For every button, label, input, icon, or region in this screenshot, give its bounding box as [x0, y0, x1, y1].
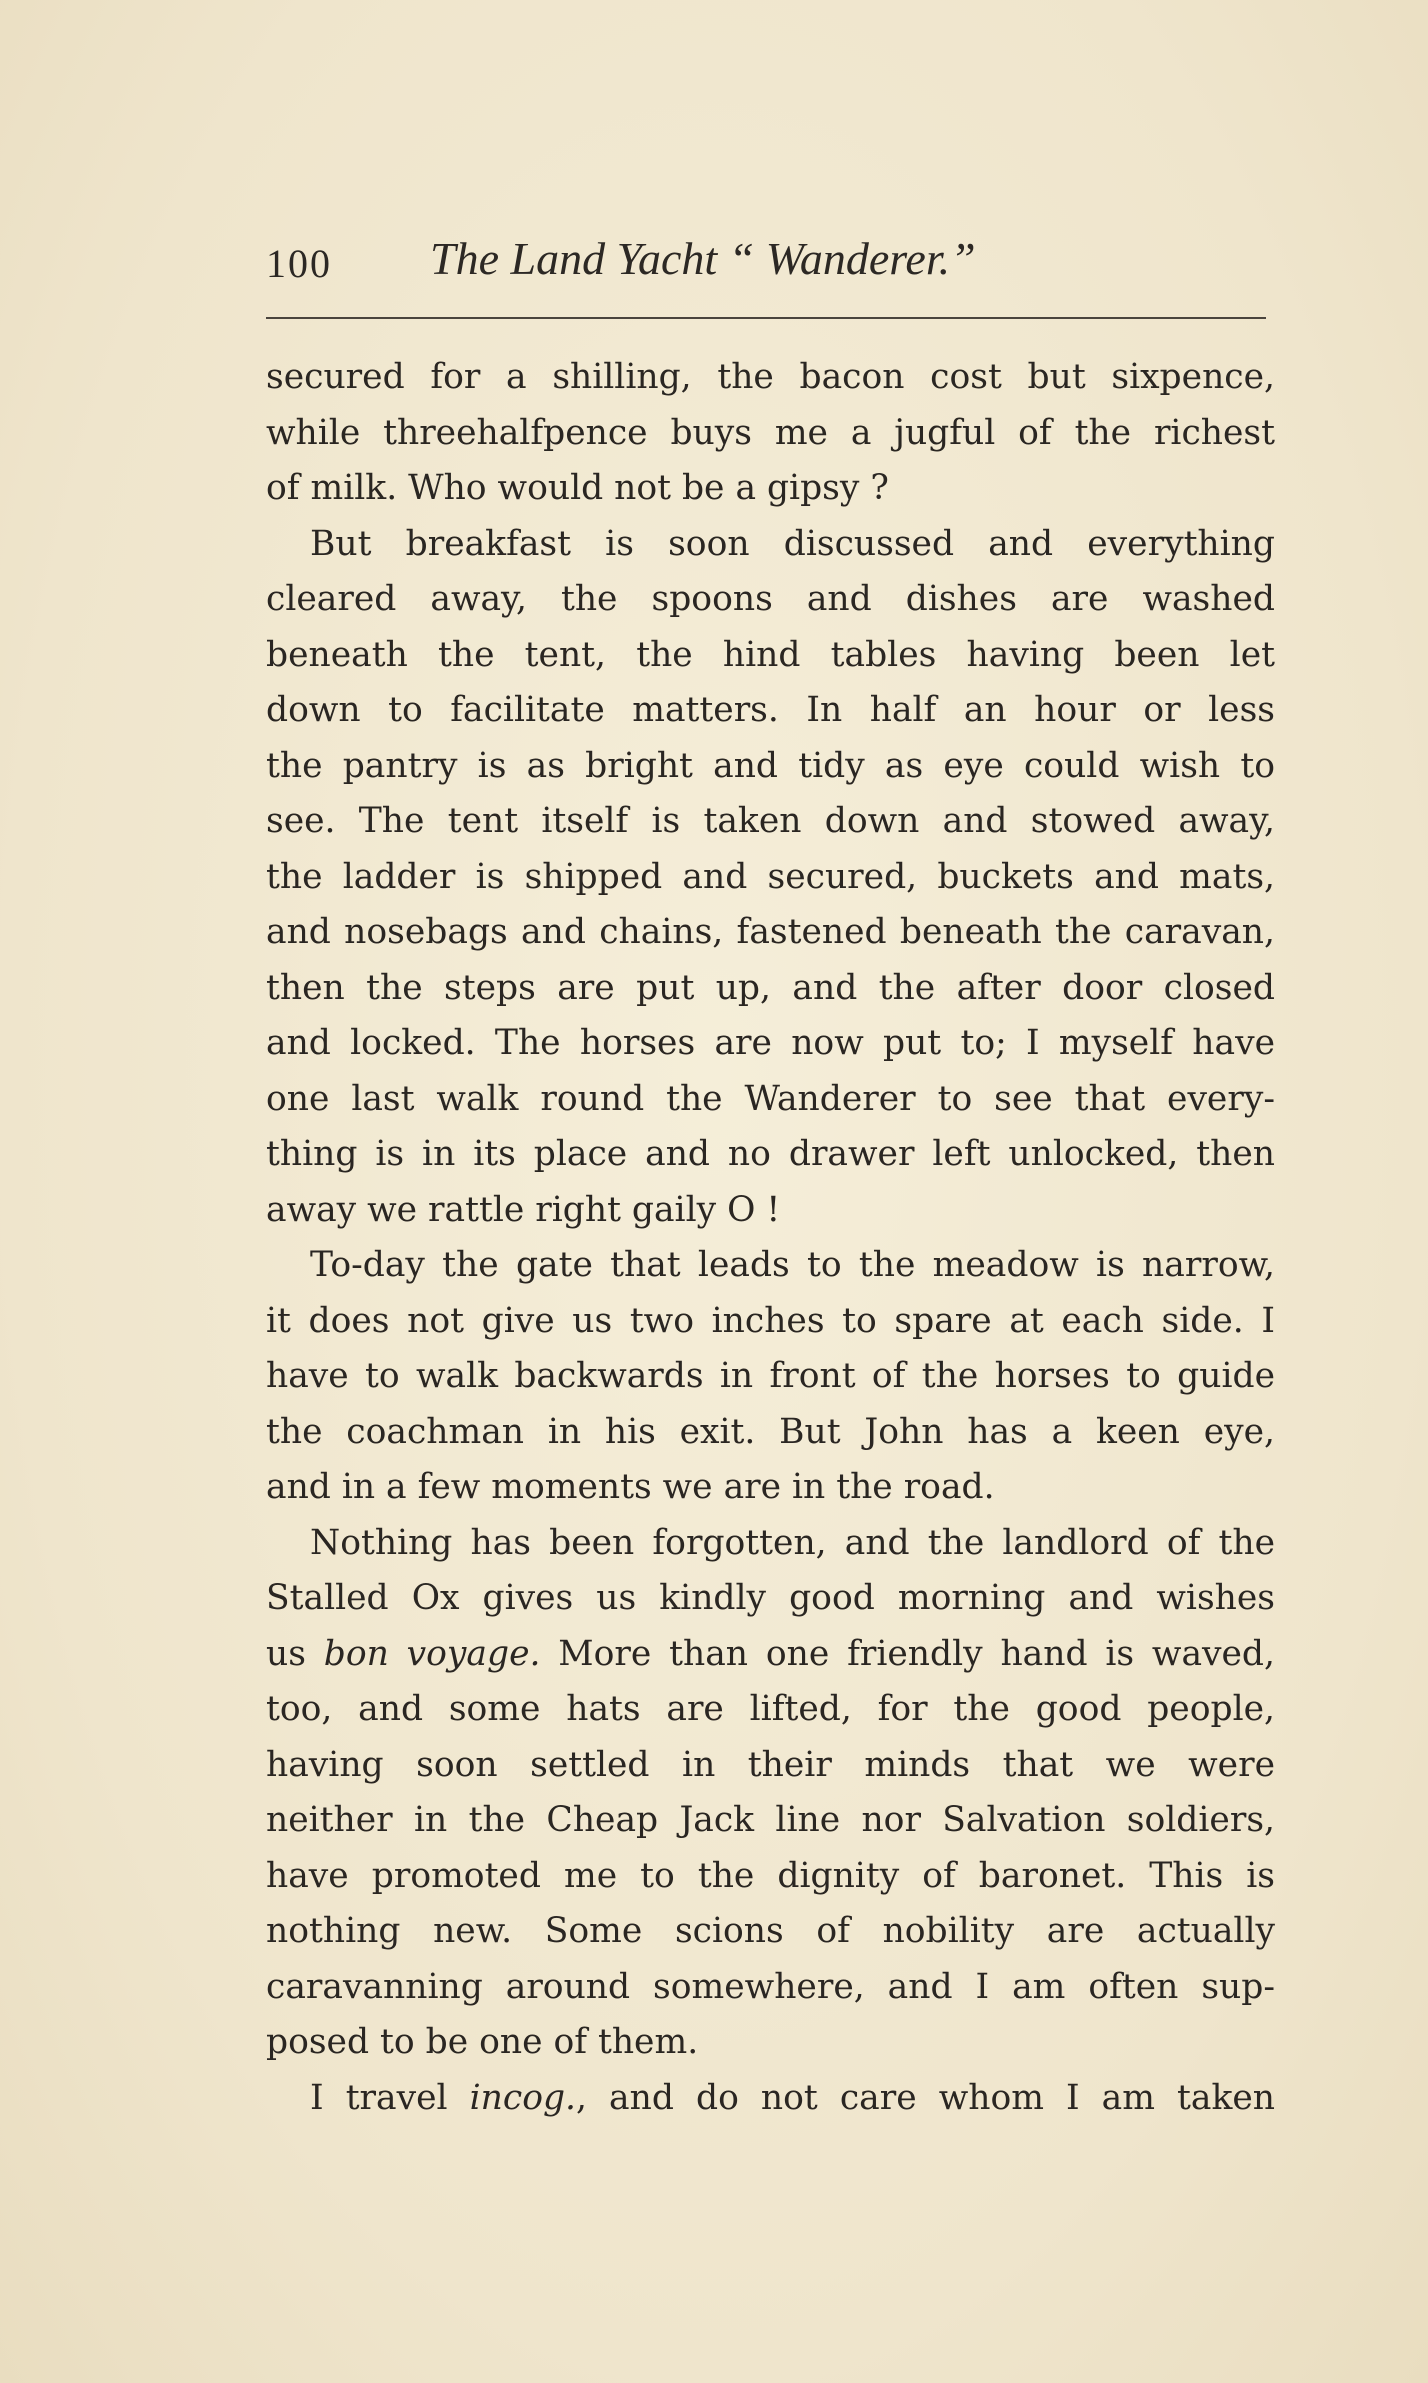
text-line: away we rattle right gaily O !: [266, 1189, 781, 1230]
text-line: thing is in its place and no drawer left unlocked, then: [266, 1134, 1275, 1174]
text-line: secured for a shilling, the bacon cost but sixpence,: [266, 357, 1275, 397]
text-line: the coachman in his exit. But John has a keen eye,: [266, 1411, 1275, 1452]
text-line: [266, 2071, 1275, 2127]
italic-run: bon voyage.: [323, 1633, 541, 1674]
text-line: neither in the Cheap Jack line nor Salvation soldiers,: [266, 1800, 1275, 1840]
text-line: and in a few moments we are in the road.: [266, 1467, 995, 1507]
text-line: have to walk backwards in front of the horses to guide: [266, 1356, 1275, 1396]
text-line: having soon settled in their minds that we were: [266, 1744, 1275, 1785]
text-line: see. The tent itself is taken down and stowed away,: [266, 801, 1275, 841]
body-text: [266, 350, 1275, 2126]
text-line: the ladder is shipped and secured, buckets and mats,: [266, 856, 1275, 897]
header-rule: [266, 317, 1266, 319]
running-title: The Land Yacht “ Wanderer.”: [430, 233, 976, 284]
text-line: But breakfast is soon discussed and everything: [310, 523, 1275, 564]
text-line: Nothing has been forgotten, and the landlord of the: [310, 1522, 1275, 1563]
text-line: have promoted me to the dignity of baronet. This is: [266, 1855, 1275, 1896]
text-run: us: [266, 1633, 324, 1674]
text-run: I travel: [310, 2077, 470, 2118]
text-line: Stalled Ox gives us kindly good morning and wishes: [266, 1578, 1275, 1618]
text-line: posed to be one of them.: [266, 2022, 699, 2062]
text-line: it does not give us two inches to spare at each side. I: [266, 1300, 1275, 1341]
page-number: 100: [266, 241, 332, 286]
text-run: More than one friendly hand is waved,: [540, 1633, 1275, 1674]
text-line: cleared away, the spoons and dishes are washed: [266, 579, 1275, 619]
text-line: caravanning around somewhere, and I am often sup-: [266, 1966, 1275, 2007]
text-run: , and do not care whom I am taken: [576, 2077, 1275, 2118]
text-line: down to facilitate matters. In half an hour or less: [266, 690, 1275, 730]
text-line: then the steps are put up, and the after door closed: [266, 967, 1275, 1008]
running-header: [266, 232, 1266, 292]
text-line: too, and some hats are lifted, for the good people,: [266, 1689, 1275, 1729]
text-line: while threehalfpence buys me a jugful of the richest: [266, 412, 1275, 453]
italic-run: incog.: [469, 2077, 577, 2118]
text-line: the pantry is as bright and tidy as eye could wish to: [266, 745, 1275, 786]
text-line: [266, 1627, 1275, 1683]
text-line: and locked. The horses are now put to; I myself have: [266, 1023, 1275, 1063]
text-line: beneath the tent, the hind tables having been let: [266, 634, 1275, 675]
text-line: nothing new. Some scions of nobility are actually: [266, 1911, 1275, 1951]
text-line: of milk. Who would not be a gipsy ?: [266, 468, 889, 508]
text-line: and nosebags and chains, fastened beneath the caravan,: [266, 912, 1275, 952]
text-line: one last walk round the Wanderer to see that every-: [266, 1078, 1275, 1119]
text-line: To-day the gate that leads to the meadow is narrow,: [310, 1245, 1275, 1285]
